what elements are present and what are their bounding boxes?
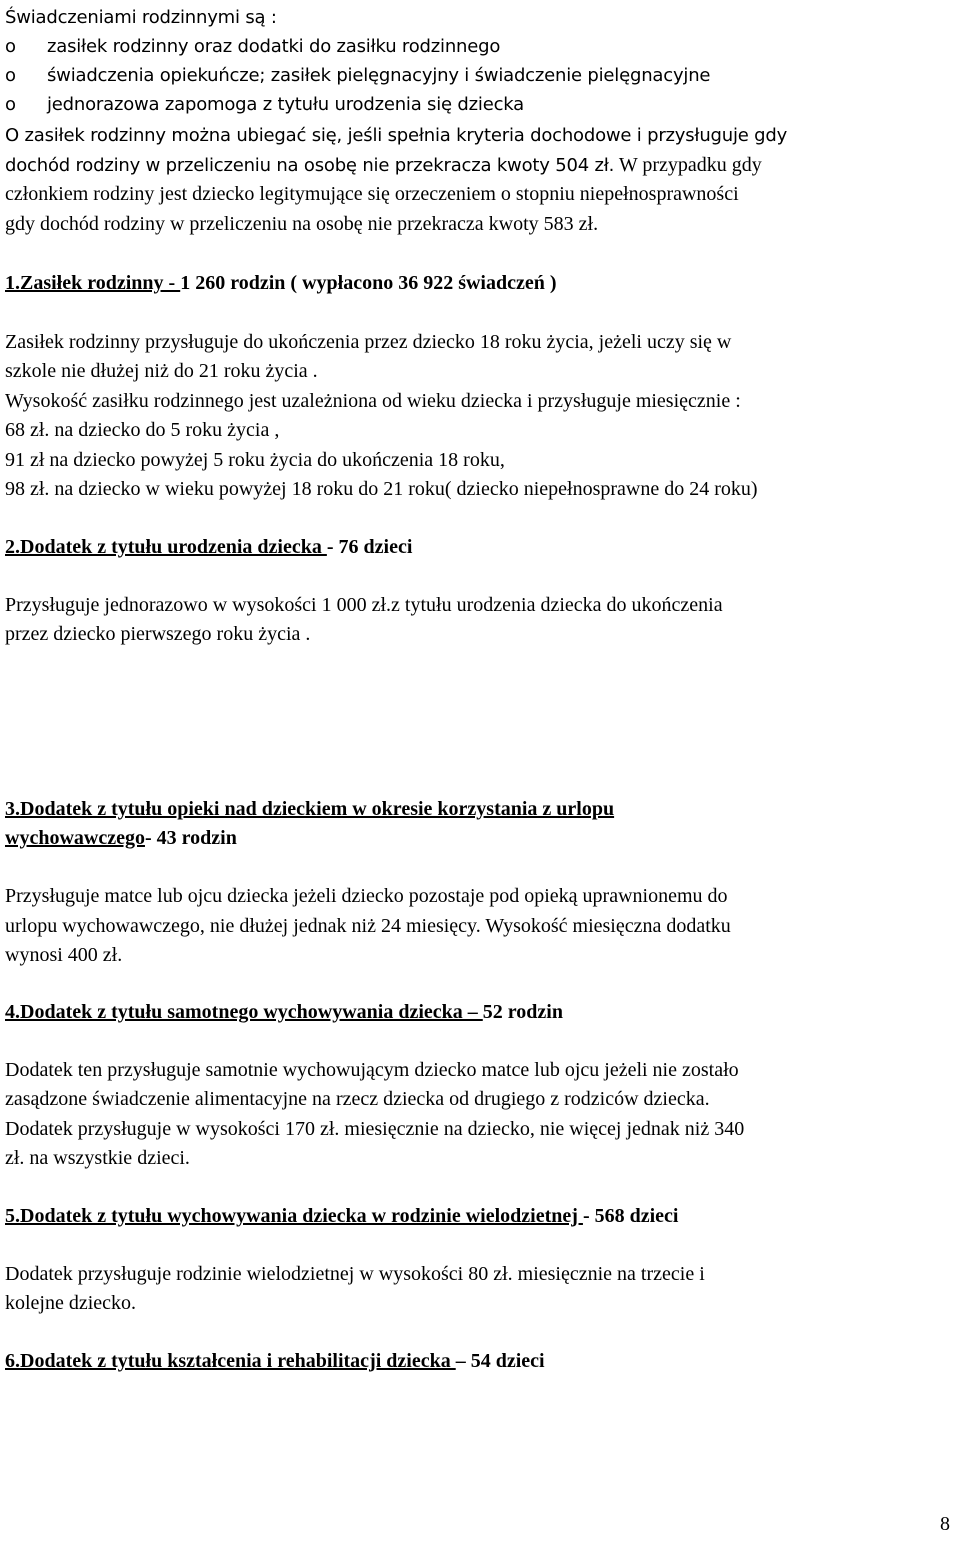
- section-1-text: Zasiłek rodzinny przysługuje do ukończenia przez dziecko 18 roku życia, jeżeli uczy się w: [5, 331, 732, 353]
- section-5-title: 5.Dodatek z tytułu wychowywania dziecka w rodzinie wielodzietnej: [5, 1205, 583, 1227]
- section-3-title: 3.Dodatek z tytułu opieki nad dzieckiem w okresie korzystania z urlopu: [5, 798, 615, 820]
- section-1-count: 1 260 rodzin ( wypłacono 36 922 świadczeń ): [180, 272, 557, 294]
- section-3-text: Przysługuje matce lub ojcu dziecka jeżeli dziecko pozostaje pod opieką uprawnionemu do: [5, 885, 728, 907]
- bullet-item: zasiłek rodzinny oraz dodatki do zasiłku rodzinnego: [47, 36, 501, 57]
- section-4-text: Dodatek ten przysługuje samotnie wychowującym dziecko matce lub ojcu jeżeli nie zostało: [5, 1059, 739, 1081]
- section-1-text: 68 zł. na dziecko do 5 roku życia ,: [5, 419, 280, 441]
- section-1-text: szkole nie dłużej niż do 21 roku życia .: [5, 360, 318, 382]
- section-4-count: 52 rodzin: [482, 1001, 563, 1023]
- section-1-text: 91 zł na dziecko powyżej 5 roku życia do ukończenia 18 roku,: [5, 449, 505, 471]
- section-4-text: zasądzone świadczenie alimentacyjne na rzecz dziecka od drugiego z rodziców dziecka.: [5, 1088, 710, 1110]
- intro-paragraph-line: [5, 153, 762, 178]
- section-2-heading: [5, 535, 412, 559]
- section-3-heading: [5, 826, 237, 850]
- bullet-item: jednorazowa zapomoga z tytułu urodzenia się dziecka: [47, 94, 525, 115]
- intro-paragraph-text: W przypadku gdy: [614, 154, 762, 176]
- section-4-heading: [5, 1000, 563, 1024]
- page-number: 8: [940, 1513, 950, 1535]
- bullet-marker: o: [5, 36, 17, 57]
- intro-paragraph-line: członkiem rodziny jest dziecko legitymujące się orzeczeniem o stopniu niepełnosprawności: [5, 183, 739, 205]
- intro-heading: Świadczeniami rodzinnymi są :: [5, 7, 277, 28]
- section-1-heading: [5, 271, 557, 295]
- section-2-count: - 76 dzieci: [326, 536, 413, 558]
- section-6-title: 6.Dodatek z tytułu kształcenia i rehabilitacji dziecka: [5, 1350, 456, 1372]
- section-3-count: - 43 rodzin: [144, 827, 237, 849]
- section-5-heading: [5, 1204, 678, 1228]
- bullet-marker: o: [5, 65, 17, 86]
- bullet-marker: o: [5, 94, 17, 115]
- section-3-text: wynosi 400 zł.: [5, 944, 123, 966]
- section-5-count: - 568 dzieci: [582, 1205, 679, 1227]
- section-5-text: Dodatek przysługuje rodzinie wielodzietnej w wysokości 80 zł. miesięcznie na trzecie i: [5, 1263, 705, 1285]
- section-6-count: – 54 dzieci: [455, 1350, 545, 1372]
- section-2-text: Przysługuje jednorazowo w wysokości 1 000 zł.z tytułu urodzenia dziecka do ukończenia: [5, 594, 723, 616]
- section-5-text: kolejne dziecko.: [5, 1292, 137, 1314]
- section-4-title: 4.Dodatek z tytułu samotnego wychowywania dziecka –: [5, 1001, 483, 1023]
- section-1-text: 98 zł. na dziecko w wieku powyżej 18 roku do 21 roku( dziecko niepełnosprawne do 24 roku): [5, 478, 758, 500]
- bullet-item: świadczenia opiekuńcze; zasiłek pielęgnacyjny i świadczenie pielęgnacyjne: [47, 65, 711, 86]
- intro-paragraph-line: gdy dochód rodziny w przeliczeniu na osobę nie przekracza kwoty 583 zł.: [5, 213, 599, 235]
- section-2-text: przez dziecko pierwszego roku życia .: [5, 623, 311, 645]
- intro-paragraph-line: O zasiłek rodzinny można ubiegać się, jeśli spełnia kryteria dochodowe i przysługuje gdy: [5, 125, 788, 146]
- section-2-title: 2.Dodatek z tytułu urodzenia dziecka: [5, 536, 327, 558]
- section-1-title: 1.Zasiłek rodzinny -: [5, 272, 181, 294]
- section-4-text: Dodatek przysługuje w wysokości 170 zł. miesięcznie na dziecko, nie więcej jednak niż 340: [5, 1118, 745, 1140]
- section-1-text: Wysokość zasiłku rodzinnego jest uzależniona od wieku dziecka i przysługuje miesięcznie :: [5, 390, 741, 412]
- section-4-text: zł. na wszystkie dzieci.: [5, 1147, 190, 1169]
- section-3-text: urlopu wychowawczego, nie dłużej jednak niż 24 miesięcy. Wysokość miesięczna dodatku: [5, 915, 731, 937]
- section-6-heading: [5, 1349, 545, 1373]
- intro-paragraph-text: dochód rodziny w przeliczeniu na osobę nie przekracza kwoty 504 zł.: [5, 155, 615, 176]
- section-3-title: wychowawczego: [5, 827, 145, 849]
